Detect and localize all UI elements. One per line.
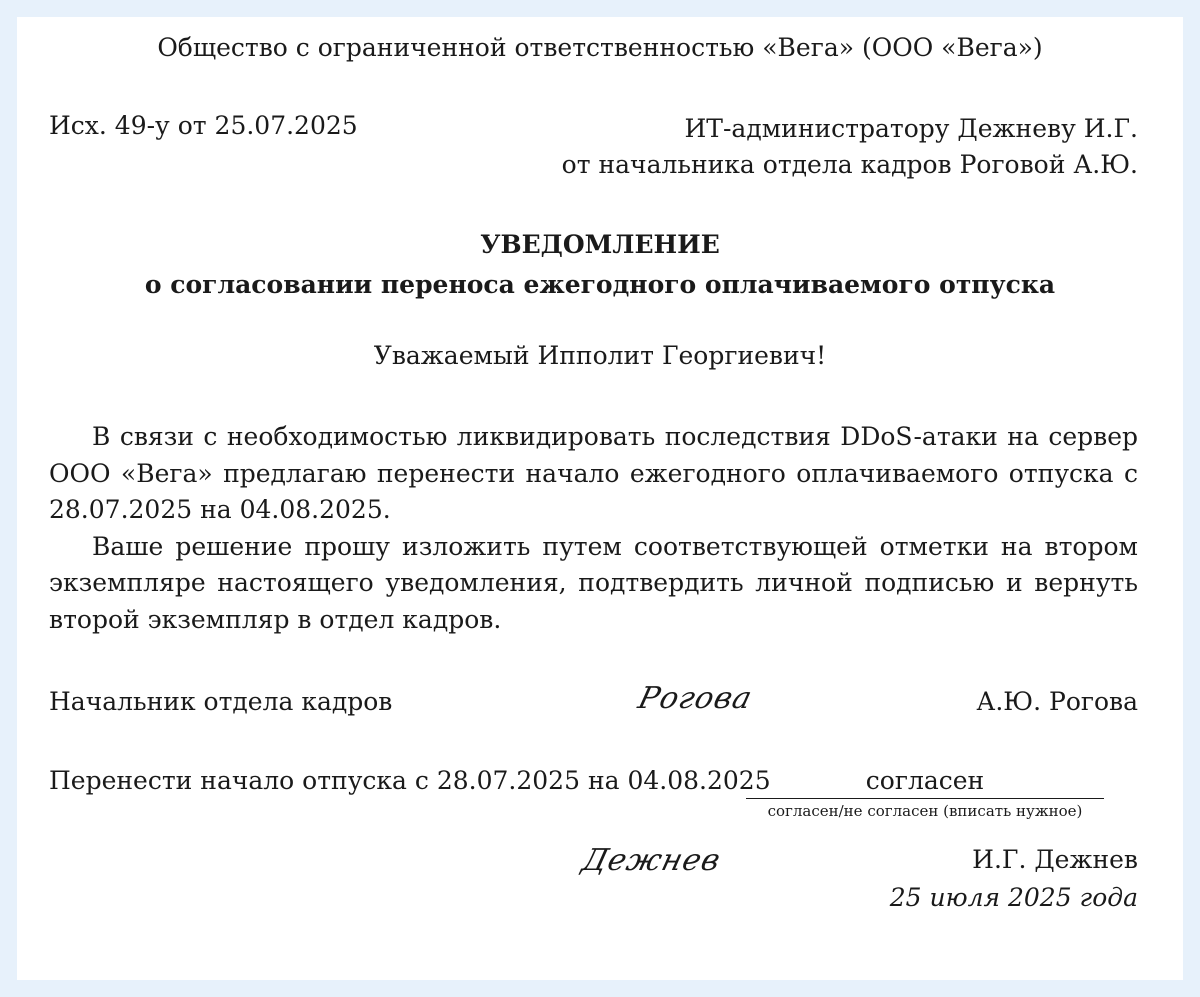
title-line-2: о согласовании переноса ежегодного оплачиваемого отпуска [144,270,1056,299]
employee-signature: Дежнев [578,843,725,878]
addressee-block [562,111,1138,183]
document-sheet [17,17,1183,980]
body-paragraph-1: В связи с необходимостью ликвидировать последствия DDoS-атаки на сервер ООО «Вега» предлагаю перенести начало ежегодного оплачиваемого отпуска с 28.07.2025 на 04.08.2025. [49,422,1138,525]
title-line-1: УВЕДОМЛЕНИЕ [480,230,720,259]
response-date: 25 июля 2025 года [889,883,1138,912]
addressee-from: от начальника отдела кадров Роговой А.Ю. [561,150,1138,179]
greeting: Уважаемый Ипполит Георгиевич! [373,341,827,370]
addressee-to: ИТ-администратору Дежневу И.Г. [684,114,1138,143]
transfer-statement: Перенести начало отпуска с 28.07.2025 на 04.08.2025 [49,766,771,795]
signer-name: А.Ю. Рогова [976,687,1138,716]
agreement-answer-field: согласен [746,766,1104,799]
document-title [17,225,1183,305]
signer-role: Начальник отдела кадров [49,687,393,716]
outgoing-number: Исх. 49-у от 25.07.2025 [49,111,358,140]
agreement-answer-hint: согласен/не согласен (вписать нужное) [767,802,1083,820]
body-paragraph-2: Ваше решение прошу изложить путем соответствующей отметки на втором экземпляре настоящего уведомления, подтвердить личной подписью и вернуть второй экземпляр в отдел кадров. [49,531,1138,634]
hr-head-signature: Рогова [634,681,757,716]
body-text [49,419,1138,639]
company-name: Общество с ограниченной ответственностью «Вега» (ООО «Вега») [157,33,1043,62]
employee-name: И.Г. Дежнев [972,845,1138,874]
